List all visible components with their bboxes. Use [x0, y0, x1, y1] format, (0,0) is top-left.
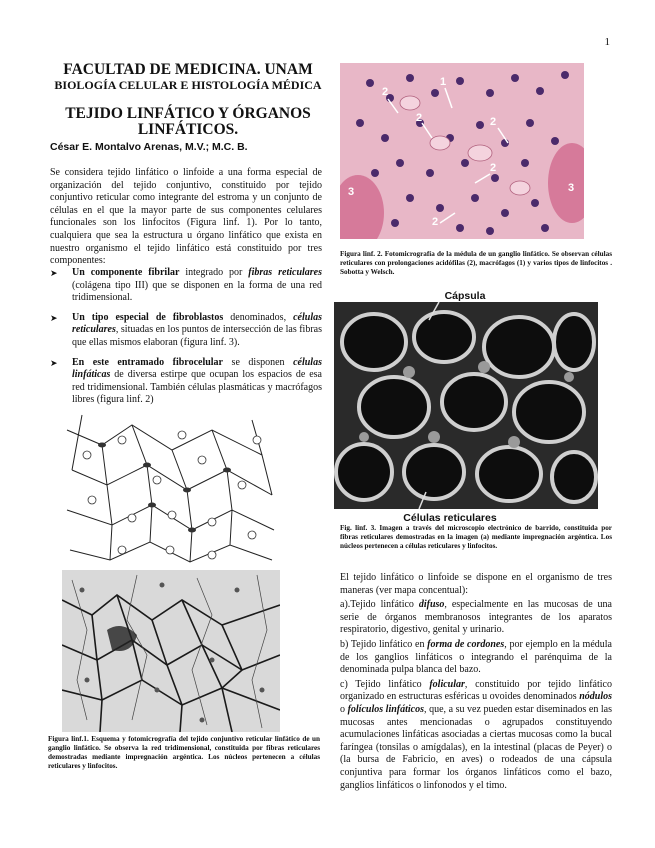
intro-paragraph: Se considera tejido linfático o linfoide a una forma especial de organización del tejido conjuntivo, constituido por tejido conjuntivo reticular como integrante del estroma y un conjunto de células en el que la mayor parte de sus componentes celulares funcionales son los linfocitos (Figura linf. 1). Por lo tanto, cualquiera que sea la estructura u órgano linfático que exista en nuestro organismo el tejido linfático está constituido por tres componentes: — [50, 167, 322, 267]
component-lead: En este entramado fibrocelular — [72, 356, 223, 368]
figure-3-capsule-label: Cápsula — [444, 290, 486, 302]
component-mid: integrado por — [179, 267, 249, 278]
page-number: 1 — [604, 36, 610, 48]
component-lead: Un componente fibrilar — [72, 267, 180, 278]
paragraph-intro: El tejido linfático o linfoide se dispone en el organismo de tres maneras (ver mapa concentual): — [340, 572, 612, 596]
figure-3-caption: Fig. linf. 3. Imagen a través del microscopio electrónico de barrido, constituida por fibras reticulares demostradas en la imagen (a) mediante impregnación argéntica. Los núcleos pertenecen a células reticulares y linfocitos. — [340, 524, 612, 550]
institution-heading: FACULTAD DE MEDICINA. UNAM — [63, 61, 313, 78]
component-mid: se disponen — [223, 356, 294, 368]
component-tail: , situadas en los puntos de intersección de las fibras que ellas mismos elaboran (figura linf. 3). — [72, 324, 322, 348]
figure-2-label: 2 — [416, 112, 423, 124]
paragraph-cords: b) Tejido linfático en forma de cordones, por ejemplo en la médula de los ganglios linfáticos o integrando el parénquima de la denominada pulpa blanca del bazo. — [340, 638, 612, 676]
figure-1-caption: Figura linf.1. Esquema y fotomicrografía del tejido conjuntivo reticular linfático de un ganglio linfático. Se observa la red tridimensional, constituida por fibras reticulares demostradas mediante impregnación argéntica. Los núcleos pertenecen a células reticulares y linfocitos. — [48, 735, 320, 770]
figure-2-label: 1 — [440, 76, 447, 88]
list-item — [50, 267, 322, 305]
page-title: TEJIDO LINFÁTICO Y ÓRGANOS LINFÁTICOS. — [65, 105, 311, 138]
paragraph-diffuse: a).Tejido linfático difuso, especialmente en las mucosas de una serie de órganos membranosos integrantes de los aparatos respiratorio, digestivo, genital y urinario. — [340, 599, 612, 636]
right-column-text — [340, 572, 612, 794]
figure-3-cells-label: Células reticulares — [403, 512, 497, 524]
figure-1-micrograph-image — [62, 570, 280, 732]
arrow-bullet-icon: ➤ — [50, 312, 58, 323]
figure-2-label: 2 — [382, 86, 389, 98]
figure-2-label: 2 — [490, 116, 497, 128]
figure-2-micrograph-image — [340, 63, 584, 239]
figure-2-label: 3 — [348, 186, 355, 198]
component-term: fibras reticulares — [248, 267, 323, 278]
component-term: células reticulares — [72, 311, 322, 336]
component-term: células linfáticas — [72, 356, 322, 381]
component-tail: de diversa estirpe que ocupan los espacios de esa red tridimensional. También células plasmáticas y macrófagos libres (figura linf. 2) — [72, 369, 322, 406]
figure-3-sem-image — [334, 302, 598, 509]
arrow-bullet-icon: ➤ — [50, 357, 58, 368]
component-lead: Un tipo especial de fibroblastos — [72, 311, 224, 323]
figure-2-label: 2 — [432, 216, 439, 228]
figure-2-label: 3 — [568, 182, 575, 194]
list-item — [50, 357, 322, 407]
list-item — [50, 312, 322, 350]
department-heading: BIOLOGÍA CELULAR E HISTOLOGÍA MÉDICA — [54, 78, 322, 92]
figure-2-label: 2 — [490, 162, 497, 174]
components-list — [50, 267, 322, 414]
figure-1-schema-image — [62, 410, 280, 568]
author-line: César E. Montalvo Arenas, M.V.; M.C. B. — [50, 141, 248, 153]
arrow-bullet-icon: ➤ — [50, 268, 58, 278]
paragraph-follicular: c) Tejido linfático folicular, constituido por tejido linfático organizado en estructuras esféricas u ovoides denominados nódulos o folículos linfáticos, que, a su vez pueden estar diseminados en las mucosas antes mencionadas o agrupados constituyendo acumulaciones linfáticas asociadas a ciertas mucosas como la bucal faríngea (tonsilas o amígdalas), en la intestinal (placas de Peyer) o (la bursa de Fabricio, en aves) o rodeados de una cápsula conjuntiva para formar los órganos linfáticos como el bazo, ganglios linfáticos o linfonodos y el timo. — [340, 678, 612, 791]
component-mid: denominados, — [223, 311, 294, 323]
component-tail: (colágena tipo III) que se disponen en la forma de una red tridimensional. — [72, 279, 322, 304]
figure-2-caption: Figura linf. 2. Fotomicrografía de la médula de un ganglio linfático. Se observan células reticulares con prolongaciones acidófilas (2), macrófagos (1) y varios tipos de linfocitos . Sobotta y Welsch. — [340, 250, 612, 276]
